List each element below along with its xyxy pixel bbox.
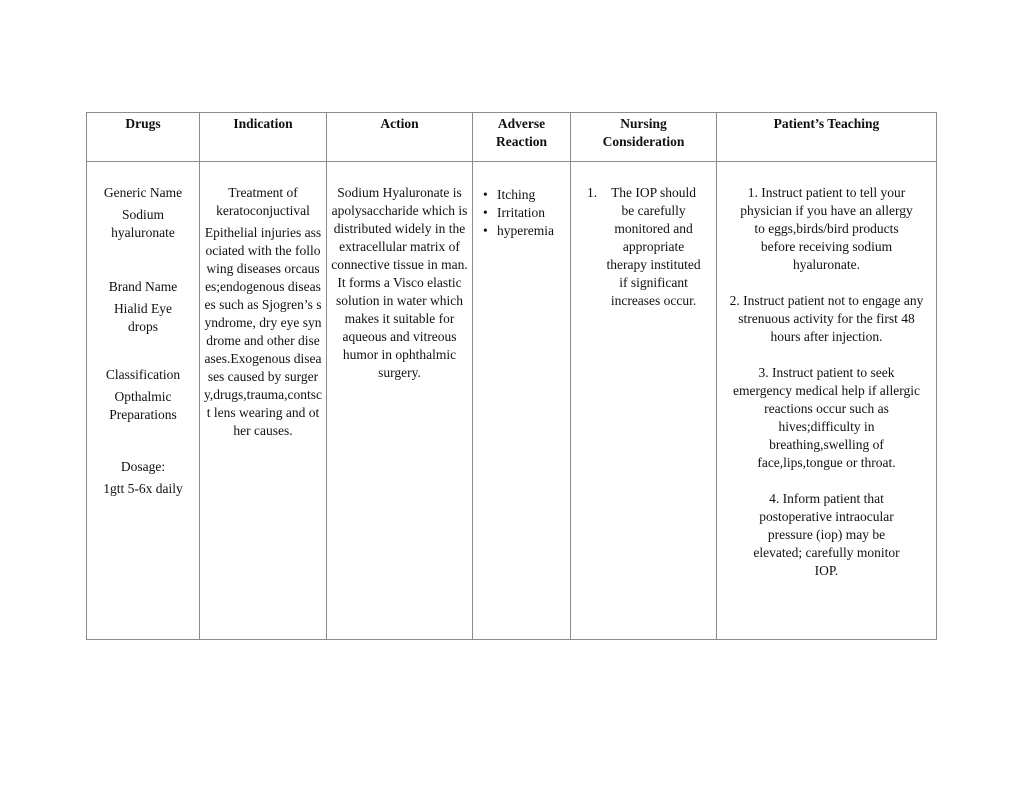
content-row: [87, 162, 937, 640]
action-text: Sodium Hyaluronate is apolysaccharide which is distributed widely in the extracellular matrix of connective tissue in man. It forms a Visco elastic solution in water which makes it suitable for aqueous and vitreous humor in ophthalmic surgery.: [331, 185, 468, 380]
classification-value: Opthalmic Preparations: [109, 389, 177, 422]
cell-action: [327, 162, 473, 640]
cell-patients-teaching: [717, 162, 937, 640]
header-drugs: Drugs: [87, 113, 200, 162]
cell-nursing-consideration: [571, 162, 717, 640]
header-patients-teaching: Patient’s Teaching: [717, 113, 937, 162]
nursing-item-number: 1.: [587, 185, 598, 200]
teaching-item-3: 3. Instruct patient to seek emergency medical help if allergic reactions occur such as hives;difficulty in breathing,swelling of face,lips,tongue or throat.: [733, 365, 920, 470]
adverse-item: • Itching: [483, 186, 566, 204]
adverse-reaction-list: [477, 186, 566, 240]
teaching-item-1: 1. Instruct patient to tell your physician if you have an allergy to eggs,birds/bird products before receiving sodium hyaluronate.: [740, 185, 913, 272]
brand-name-label: Brand Name: [108, 279, 178, 294]
header-row: [87, 113, 937, 162]
cell-adverse-reaction: [473, 162, 571, 640]
brand-name-value: Hialid Eye drops: [113, 301, 173, 334]
cell-indication: [200, 162, 327, 640]
generic-name-value: Sodium hyaluronate: [111, 207, 175, 240]
teaching-item-2: 2. Instruct patient not to engage any strenuous activity for the first 48 hours after injection.: [729, 293, 924, 344]
nursing-item-text: The IOP should be carefully monitored and appropriate therapy instituted if significant increases occur.: [606, 185, 701, 308]
indication-line1: Treatment of keratoconjuctival: [216, 185, 310, 218]
indication-line2: Epithelial injuries associated with the following diseases orcauses;endogenous diseases such as Sjogren’s syndrome, dry eye syndrome and other diseases.Exogenous diseases caused by surgery,drugs,trauma,contsct lens wearing and other causes.: [204, 225, 322, 438]
teaching-item-4: 4. Inform patient that postoperative intraocular pressure (iop) may be elevated; carefully monitor IOP.: [753, 491, 900, 578]
header-adverse-reaction: Adverse Reaction: [473, 113, 571, 162]
nursing-item: [575, 184, 712, 310]
drug-study-table: [86, 112, 937, 640]
generic-name-label: Generic Name: [103, 185, 183, 200]
dosage-value: 1gtt 5-6x daily: [103, 481, 183, 496]
classification-label: Classification: [105, 367, 181, 382]
header-action: Action: [327, 113, 473, 162]
header-indication: Indication: [200, 113, 327, 162]
adverse-item: • hyperemia: [483, 222, 566, 240]
header-nursing-consideration: Nursing Consideration: [571, 113, 717, 162]
adverse-item: • Irritation: [483, 204, 566, 222]
cell-drugs: [87, 162, 200, 640]
dosage-label: Dosage:: [120, 459, 166, 474]
